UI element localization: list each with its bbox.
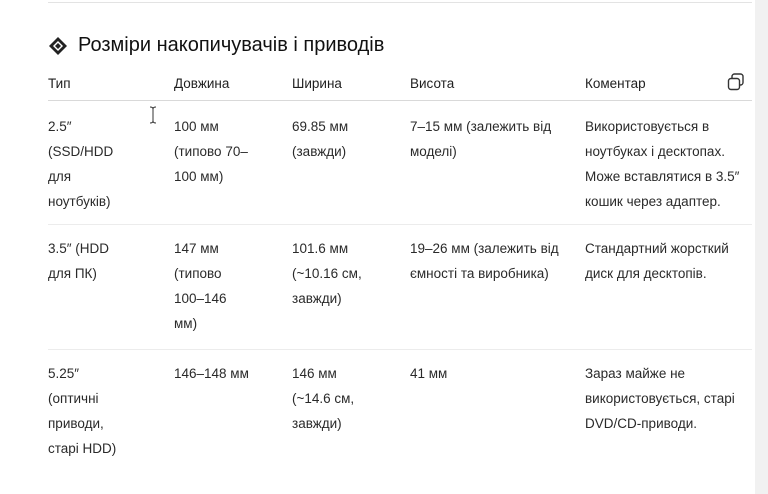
cell-width: 101.6 мм (~10.16 см, завжди): [292, 241, 362, 306]
cell-type: 3.5″ (HDD для ПК): [48, 241, 110, 281]
table-row: [48, 236, 752, 348]
cell-comment: Зараз майже не використовується, старі DVD/CD-приводи.: [585, 366, 735, 431]
column-header-width: Ширина: [292, 76, 342, 91]
text-cursor-icon: [149, 106, 157, 124]
row-divider: [48, 349, 752, 350]
cell-type: 5.25″ (оптичні приводи, старі HDD): [48, 366, 117, 456]
cell-height: 19–26 мм (залежить від ємності та виробника): [410, 241, 559, 281]
row-divider: [48, 224, 752, 225]
cell-length: 147 мм (типово 100–146 мм): [174, 241, 227, 331]
cell-width: 146 мм (~14.6 см, завжди): [292, 366, 355, 431]
cell-comment: Стандартний жорсткий диск для десктопів.: [585, 241, 729, 281]
table-row: [48, 361, 752, 471]
cell-height: 7–15 мм (залежить від моделі): [410, 119, 552, 159]
cell-length: 100 мм (типово 70–100 мм): [174, 119, 248, 184]
table-header: [48, 74, 752, 101]
cell-type: 2.5″ (SSD/HDD для ноутбуків): [48, 119, 114, 209]
section-title: Розміри накопичувачів і приводів: [78, 34, 385, 56]
cell-length: 146–148 мм: [174, 366, 249, 381]
column-header-length: Довжина: [174, 76, 230, 91]
cell-height: 41 мм: [410, 366, 448, 381]
diamond-icon: [48, 36, 68, 56]
cell-width: 69.85 мм (завжди): [292, 119, 349, 159]
copy-icon[interactable]: [726, 72, 746, 92]
column-header-height: Висота: [410, 76, 455, 91]
divider: [48, 2, 752, 3]
column-header-comment: Коментар: [585, 76, 646, 91]
section-heading: [48, 34, 384, 57]
cell-comment: Використовується в ноутбуках і десктопах. Може вставлятися в 3.5″ кошик через адаптер.: [585, 119, 740, 209]
column-header-type: Тип: [48, 76, 71, 91]
table-row: [48, 114, 752, 224]
